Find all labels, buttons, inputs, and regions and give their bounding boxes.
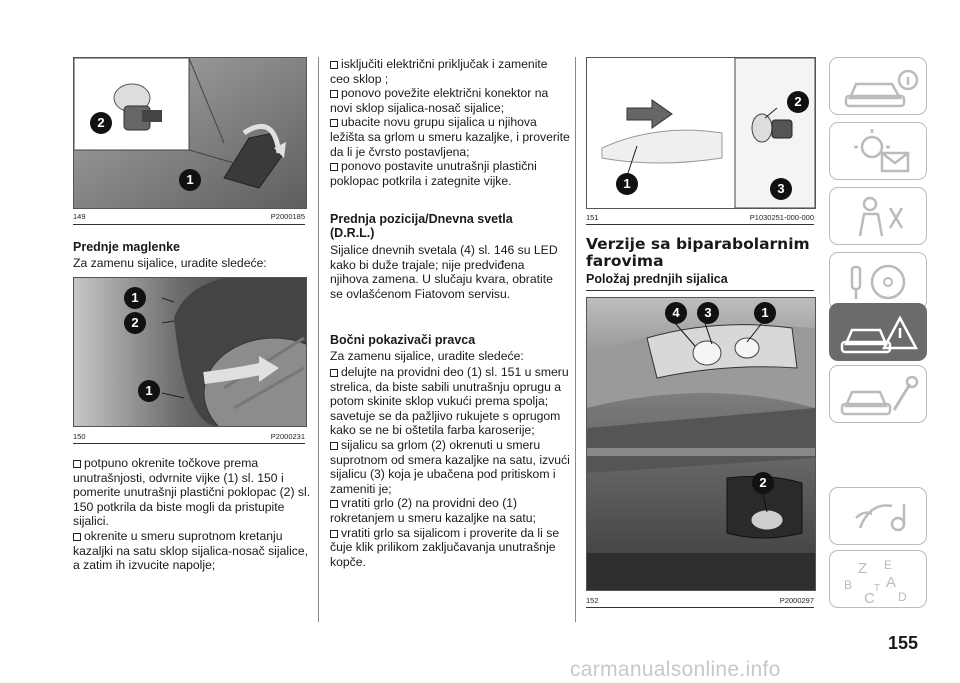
nav-safety[interactable] <box>829 187 927 245</box>
heading-side-indicators: Bočni pokazivači pravca <box>330 333 476 347</box>
figure-code: P2000297 <box>779 596 814 605</box>
list-item: sijalicu sa grlom (2) okrenuti u smeru suprotnom od smera kazaljke na satu, izvući sijalicu (3) koja je ubačena pod pritiskom i zameniti je; <box>330 437 570 496</box>
index-letter: C <box>864 590 875 607</box>
caption-rule <box>586 224 814 225</box>
caption-rule <box>73 443 305 444</box>
callout-1: 1 <box>179 169 201 191</box>
checkbox-bullet-icon <box>73 460 81 468</box>
caption-rule <box>586 607 814 608</box>
bullet-list-col2-top <box>330 57 570 188</box>
list-item: isključiti električni priključak i zamenite ceo sklop ; <box>330 57 548 86</box>
callout-1: 1 <box>124 287 146 309</box>
car-info-icon <box>830 58 928 116</box>
figure-149-photo <box>73 57 307 209</box>
figure-number: 151 <box>586 213 599 222</box>
checkbox-bullet-icon <box>330 442 338 450</box>
list-item: okrenite u smeru suprotnom kretanju kazaljki na satu sklop sijalica-nosač sijalice, a zatim ih izvucite napolje; <box>73 528 309 573</box>
callout-2: 2 <box>124 312 146 334</box>
nav-car-info[interactable] <box>829 57 927 115</box>
checkbox-bullet-icon <box>73 533 81 541</box>
figure-number: 150 <box>73 432 86 441</box>
column-divider <box>575 57 576 622</box>
callout-4: 4 <box>665 302 687 324</box>
nav-alphabetical-index[interactable] <box>829 550 927 608</box>
paragraph-drl: Sijalice dnevnih svetala (4) sl. 146 su LED kako bi duže trajale; nije predviđena njihova zamena. U slučaju kvara, obratite se ovlašćenom Fiatovom servisu. <box>330 243 558 301</box>
nav-warning-lights[interactable] <box>829 122 927 180</box>
bullet-list-col2-side <box>330 365 570 569</box>
figure-152-caption <box>586 596 814 606</box>
callout-2: 2 <box>90 112 112 134</box>
figure-150-photo <box>73 277 307 427</box>
safety-seat-icon <box>830 188 928 246</box>
figure-152-photo <box>586 297 816 591</box>
checkbox-bullet-icon <box>330 163 338 171</box>
index-letter: A <box>886 574 897 591</box>
subheading-bulb-positions: Položaj prednjih sijalica <box>586 272 728 286</box>
index-letter: D <box>898 590 907 604</box>
callout-1: 1 <box>138 380 160 402</box>
callout-2: 2 <box>787 91 809 113</box>
callout-1: 1 <box>754 302 776 324</box>
paragraph-side-intro: Za zamenu sijalice, uradite sledeće: <box>330 349 524 363</box>
figure-150-illustration <box>74 278 306 426</box>
index-letter: T <box>874 583 881 594</box>
checkbox-bullet-icon <box>330 369 338 377</box>
figure-151-photo <box>586 57 816 209</box>
nav-starting-driving[interactable] <box>829 252 927 310</box>
list-item: ubacite novu grupu sijalica u njihova ležišta sa grlom u smeru kazaljke, i proverite da li je čvrsto postavljena; <box>330 115 570 159</box>
subheading-rule <box>586 290 814 291</box>
nav-maintenance[interactable] <box>829 365 927 423</box>
media-nav-icon <box>830 488 928 546</box>
breakdown-icon <box>830 304 928 362</box>
nav-in-an-emergency[interactable] <box>829 303 927 361</box>
callout-1: 1 <box>616 173 638 195</box>
checkbox-bullet-icon <box>330 90 338 98</box>
index-letter: E <box>884 558 893 572</box>
warning-lights-icon <box>830 123 928 181</box>
callout-3: 3 <box>697 302 719 324</box>
caption-rule <box>73 224 305 225</box>
heading-fog-lights: Prednje maglenke <box>73 240 180 254</box>
service-wrench-icon <box>830 366 928 424</box>
list-item: delujte na providni deo (1) sl. 151 u smeru strelica, da biste sabili unutrašnju oprugu a potom skinite sklop vukući prema spolja; savetuje se da pažljivo rukujete s oprugom kako se ne bi oštetila farba karoserije; <box>330 365 569 438</box>
checkbox-bullet-icon <box>330 119 338 127</box>
figure-number: 152 <box>586 596 599 605</box>
figure-code: P2000185 <box>270 212 305 221</box>
figure-151-caption <box>586 213 814 223</box>
alphabetical-index-icon <box>830 551 928 609</box>
list-item: ponovo postavite unutrašnji plastični poklopac potkrila i zategnite vijke. <box>330 159 537 188</box>
checkbox-bullet-icon <box>330 530 338 538</box>
checkbox-bullet-icon <box>330 61 338 69</box>
figure-code: P2000231 <box>270 432 305 441</box>
figure-number: 149 <box>73 212 86 221</box>
list-item: potpuno okrenite točkove prema unutrašnjosti, odvrnite vijke (1) sl. 150 i pomerite unutrašnji plastični poklopac (2) sl. 150 potkrila da biste mogli da pristupite sijalici. <box>73 456 311 529</box>
list-item: vratiti grlo sa sijalicom i proverite da li se čuje klik prilikom zaključavanja unutrašnje kopče. <box>330 525 560 569</box>
bullet-list-col1 <box>73 456 313 573</box>
figure-150-caption <box>73 432 305 442</box>
section-heading: Verzije sa biparabolarnim farovima <box>586 235 810 270</box>
watermark: carmanualsonline.info <box>570 658 781 681</box>
list-item: vratiti grlo (2) na providni deo (1) rokretanjem u smeru kazaljke na satu; <box>330 496 536 525</box>
figure-152-illustration <box>587 298 815 590</box>
index-letter: Z <box>858 560 868 577</box>
index-letter: B <box>844 578 853 592</box>
callout-2: 2 <box>752 472 774 494</box>
callout-3: 3 <box>770 178 792 200</box>
figure-code: P1030251-000-000 <box>749 213 814 222</box>
heading-drl: Prednja pozicija/Dnevna svetla (D.R.L.) <box>330 212 513 240</box>
page-number: 155 <box>888 633 919 653</box>
checkbox-bullet-icon <box>330 500 338 508</box>
nav-multimedia[interactable] <box>829 487 927 545</box>
list-item: ponovo povežite električni konektor na novi sklop sijalica-nosač sijalice; <box>330 86 549 115</box>
figure-149-caption <box>73 212 305 222</box>
column-divider <box>318 57 319 622</box>
paragraph-intro: Za zamenu sijalice, uradite sledeće: <box>73 256 267 270</box>
